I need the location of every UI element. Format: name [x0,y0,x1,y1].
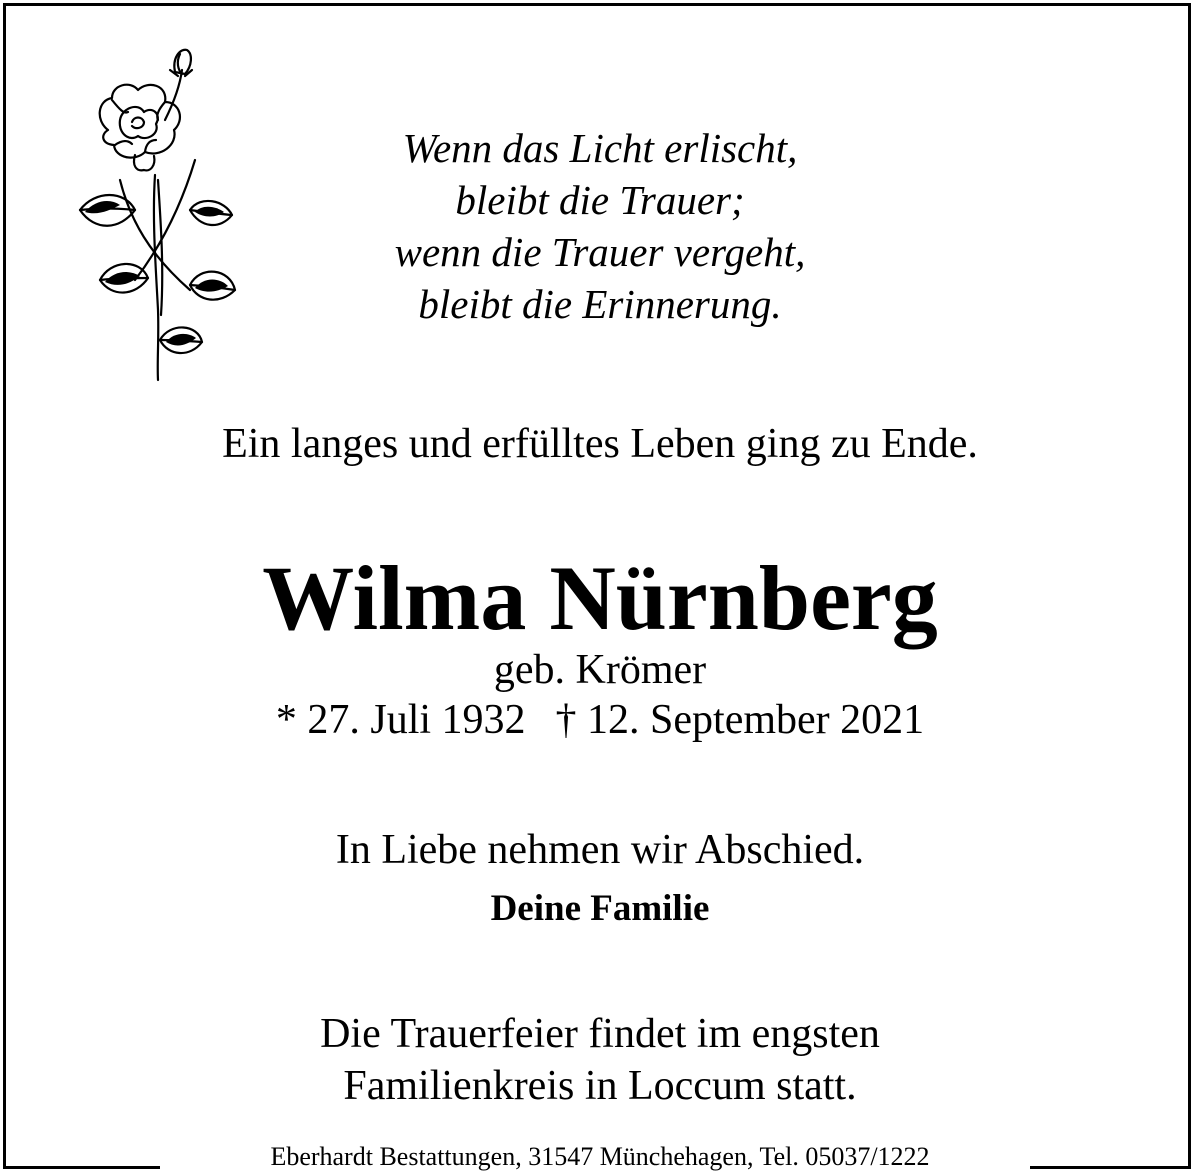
funeral-home-info: Eberhardt Bestattungen, 31547 Münchehagen, Tel. 05037/1222 [256,1142,943,1171]
life-dates [0,694,1200,746]
poem [260,122,940,330]
intro-text: Ein langes und erfülltes Leben ging zu Ende. [222,421,978,467]
rose-icon [40,40,240,385]
signature: Deine Familie [490,888,710,929]
poem-line: Wenn das Licht erlischt, [402,125,798,171]
birth-date: * 27. Juli 1932 [275,697,526,743]
ceremony-line: Die Trauerfeier findet im engsten [320,1011,880,1057]
maiden-name: geb. Krömer [493,647,707,693]
ceremony-line: Familienkreis in Loccum statt. [343,1063,857,1109]
deceased-name: Wilma Nürnberg [262,547,938,649]
poem-line: bleibt die Erinnerung. [418,281,782,327]
poem-line: bleibt die Trauer; [455,177,745,223]
death-date: † 12. September 2021 [555,697,925,743]
footer [0,1141,1200,1173]
poem-line: wenn die Trauer vergeht, [394,229,806,275]
ceremony-notice [0,1008,1200,1112]
farewell-text: In Liebe nehmen wir Abschied. [335,827,865,873]
